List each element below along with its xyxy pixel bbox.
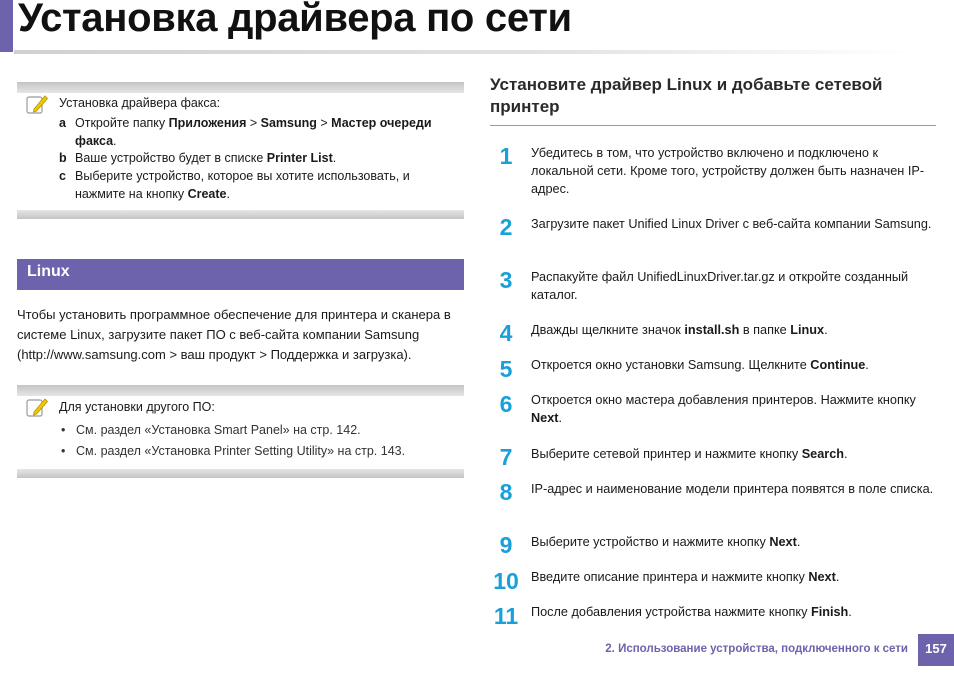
step-text: Откроется окно мастера добавления принтеров. Нажмите кнопку Next. bbox=[531, 393, 916, 425]
fax-note-box bbox=[17, 82, 464, 219]
step-number: 10 bbox=[493, 568, 519, 594]
step-text: IP-адрес и наименование модели принтера появятся в поле списка. bbox=[531, 482, 934, 496]
step-text: Введите описание принтера и нажмите кнопку Next. bbox=[531, 570, 840, 584]
sidebar-accent bbox=[0, 0, 13, 52]
step-number: 9 bbox=[499, 532, 513, 558]
other-note-bullet: • См. раздел «Установка Smart Panel» на стр. 142. bbox=[61, 423, 361, 437]
step-number: 5 bbox=[499, 356, 513, 382]
other-note-bullet: • См. раздел «Установка Printer Setting Utility» на стр. 143. bbox=[61, 444, 406, 458]
note-bottom-bar bbox=[17, 210, 464, 219]
heading-divider bbox=[490, 125, 936, 126]
linux-install-heading: Установите драйвер Linux и добавьте сетевой принтер bbox=[490, 75, 883, 116]
footer-chapter-link[interactable]: 2. Использование устройства, подключенного к сети bbox=[605, 643, 908, 655]
step-text: После добавления устройства нажмите кнопку Finish. bbox=[531, 605, 852, 619]
step-letter: c bbox=[59, 169, 66, 183]
step-text: Выберите устройство и нажмите кнопку Next. bbox=[531, 535, 801, 549]
step-number: 2 bbox=[499, 214, 513, 240]
linux-paragraph: Чтобы установить программное обеспечение для принтера и сканера в системе Linux, загрузите пакет ПО с веб-сайта компании Samsung (http://www.samsung.com > ваш продукт > Поддержка и загрузка). bbox=[17, 307, 451, 362]
step-number: 7 bbox=[499, 444, 513, 470]
note-top-bar bbox=[17, 82, 464, 93]
step-text: Загрузите пакет Unified Linux Driver с веб-сайта компании Samsung. bbox=[531, 217, 932, 231]
step-text: Распакуйте файл UnifiedLinuxDriver.tar.gz и откройте созданный каталог. bbox=[531, 270, 909, 302]
step-number: 8 bbox=[499, 479, 513, 505]
step-text: Убедитесь в том, что устройство включено и подключено к локальной сети. Кроме того, устройству должен быть назначен IP-адрес. bbox=[531, 146, 925, 196]
step-text: Откроется окно установки Samsung. Щелкните Continue. bbox=[531, 358, 869, 372]
step-letter: b bbox=[59, 151, 67, 165]
step-number: 1 bbox=[499, 143, 513, 169]
note-pencil-icon bbox=[25, 92, 49, 116]
note-top-bar bbox=[17, 385, 464, 396]
note-pencil-icon bbox=[25, 395, 49, 419]
fax-step-c: c Выберите устройство, которое вы хотите использовать, и нажмите на кнопку Create. bbox=[59, 169, 410, 201]
page-number: 157 bbox=[918, 634, 954, 666]
step-letter: a bbox=[59, 116, 66, 130]
fax-step-b: b Ваше устройство будет в списке Printer List. bbox=[59, 150, 454, 168]
page-title: Установка драйвера по сети bbox=[18, 0, 572, 40]
linux-section-header bbox=[17, 259, 464, 290]
fax-step-a: a Откройте папку Приложения > Samsung > Мастер очереди факса. bbox=[59, 116, 432, 148]
step-number: 4 bbox=[499, 320, 513, 346]
step-text: Дважды щелкните значок install.sh в папке Linux. bbox=[531, 323, 828, 337]
step-text: Выберите сетевой принтер и нажмите кнопку Search. bbox=[531, 447, 848, 461]
fax-note-heading: Установка драйвера факса: bbox=[59, 96, 221, 110]
other-note-heading: Для установки другого ПО: bbox=[59, 400, 215, 414]
title-divider bbox=[14, 50, 914, 54]
step-number: 6 bbox=[499, 391, 513, 417]
linux-section-title: Linux bbox=[27, 263, 70, 280]
other-software-note-box bbox=[17, 385, 464, 478]
note-bottom-bar bbox=[17, 469, 464, 478]
step-number: 3 bbox=[499, 267, 513, 293]
step-number: 11 bbox=[493, 603, 519, 629]
